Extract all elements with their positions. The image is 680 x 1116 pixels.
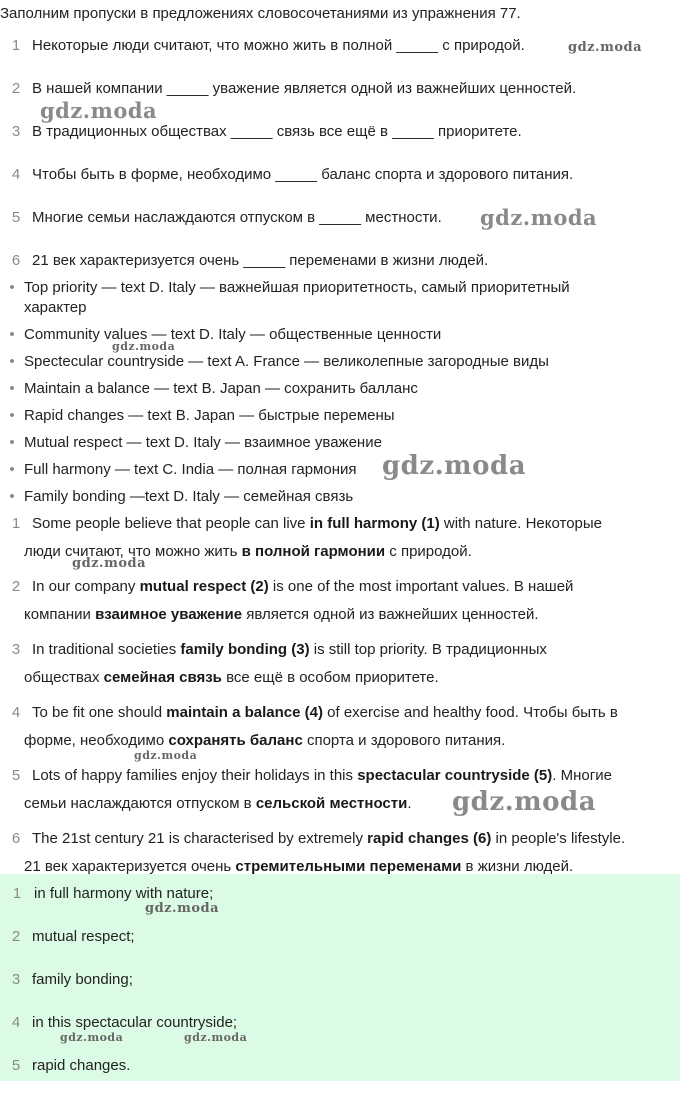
answer-6-line-1: [0, 830, 625, 847]
translation-phrase: в полной гармонии: [241, 543, 386, 560]
translation-phrase: стремительными переменами: [235, 858, 462, 875]
item-number: 1: [11, 515, 21, 532]
answer-text: is still top priority. В традиционных: [309, 641, 547, 658]
gap-sentence-1: [0, 37, 525, 54]
answer-text: is one of the most important values. В нашей: [268, 578, 574, 595]
vocab-item-3: [0, 353, 549, 370]
translation-text: является одной из важнейших ценностей.: [242, 606, 539, 623]
answer-phrase: in full harmony (1): [309, 515, 440, 532]
short-answer-text: in this spectacular countryside;: [32, 1014, 238, 1031]
translation-text: в жизни людей.: [461, 858, 574, 875]
translation-text: с природой.: [385, 543, 472, 560]
answer-text: Some people believe that people can live: [32, 515, 310, 532]
answer-text: of exercise and healthy food. Чтобы быть в: [322, 704, 618, 721]
vocab-item-1: [0, 279, 570, 296]
item-number: 4: [11, 166, 21, 183]
item-number: 5: [11, 209, 21, 226]
short-answer-1: [0, 885, 213, 902]
answer-text: In traditional societies: [32, 641, 181, 658]
vocab-item-8: [0, 488, 353, 505]
item-number: 1: [11, 37, 21, 54]
vocab-text: Family bonding —text D. Italy — семейная связь: [24, 488, 354, 505]
translation-text: люди считают, что можно жить: [24, 543, 242, 560]
vocab-item-5: [0, 407, 395, 424]
answer-phrase: mutual respect (2): [139, 578, 269, 595]
bullet-icon: •: [9, 407, 15, 424]
gap-sentence-3: [0, 123, 522, 140]
item-number: 2: [11, 80, 21, 97]
translation-phrase: семейная связь: [103, 669, 222, 686]
watermark: gdz.moda: [568, 40, 643, 55]
bullet-icon: •: [9, 353, 15, 370]
vocab-text: Community values — text D. Italy — общественные ценности: [24, 326, 442, 343]
answer-2-line-1: [0, 578, 573, 595]
sentence-text: 21 век характеризуется очень _____ переменами в жизни людей.: [32, 252, 489, 269]
translation-text: форме, необходимо: [24, 732, 169, 749]
short-answer-text: in full harmony with nature;: [34, 885, 214, 902]
item-number: 3: [11, 123, 21, 140]
translation-phrase: сохранять баланс: [168, 732, 303, 749]
gap-sentence-6: [0, 252, 488, 269]
short-answer-3: [0, 971, 133, 988]
page-title: Заполним пропуски в предложениях словосочетаниями из упражнения 77.: [0, 5, 521, 22]
translation-text: компании: [24, 606, 96, 623]
watermark: gdz.moda: [452, 787, 597, 817]
item-number: 3: [11, 971, 21, 988]
answer-phrase: rapid changes (6): [367, 830, 492, 847]
watermark: gdz.moda: [112, 340, 176, 353]
watermark: gdz.moda: [60, 1031, 124, 1044]
answer-3-line-2: [24, 669, 439, 686]
answer-phrase: maintain a balance (4): [166, 704, 323, 721]
item-number: 4: [11, 1014, 21, 1031]
vocab-text: Top priority — text D. Italy — важнейшая приоритетность, самый приоритетный: [24, 279, 570, 296]
answer-phrase: family bonding (3): [180, 641, 310, 658]
item-number: 5: [11, 1057, 21, 1074]
item-number: 4: [11, 704, 21, 721]
translation-text: .: [407, 795, 412, 812]
translation-text: семьи наслаждаются отпуском в: [24, 795, 256, 812]
vocab-item-1-continued: характер: [24, 299, 87, 316]
sentence-text: Многие семьи наслаждаются отпуском в _____ местности.: [32, 209, 442, 226]
watermark: gdz.moda: [40, 98, 158, 123]
short-answer-2: [0, 928, 135, 945]
watermark: gdz.moda: [382, 451, 527, 481]
vocab-text: Rapid changes — text B. Japan — быстрые перемены: [24, 407, 395, 424]
vocab-item-4: [0, 380, 418, 397]
watermark: gdz.moda: [134, 749, 198, 762]
short-answer-text: family bonding;: [32, 971, 133, 988]
vocab-text: Maintain a balance — text B. Japan — сохранить балланс: [24, 380, 418, 397]
short-answer-4: [0, 1014, 237, 1031]
gap-sentence-2: [0, 80, 576, 97]
vocab-item-7: [0, 461, 356, 478]
answer-5-line-1: [0, 767, 612, 784]
translation-text: все ещё в особом приоритете.: [221, 669, 439, 686]
bullet-icon: •: [9, 279, 15, 296]
answer-phrase: spectacular countryside (5): [357, 767, 553, 784]
translation-text: 21 век характеризуется очень: [24, 858, 236, 875]
watermark: gdz.moda: [145, 901, 220, 916]
watermark: gdz.moda: [480, 205, 598, 230]
watermark: gdz.moda: [184, 1031, 248, 1044]
answer-4-line-2: [24, 732, 505, 749]
sentence-text: В нашей компании _____ уважение является одной из важнейших ценностей.: [32, 80, 577, 97]
answer-text: In our company: [32, 578, 140, 595]
item-number: 1: [12, 885, 22, 902]
bullet-icon: •: [9, 326, 15, 343]
vocab-text: Full harmony — text C. India — полная гармония: [24, 461, 357, 478]
vocab-text: Spectecular countryside — text A. France — великолепные загородные виды: [24, 353, 549, 370]
translation-phrase: взаимное уважение: [95, 606, 243, 623]
answer-text: in people's lifestyle.: [491, 830, 626, 847]
short-answer-text: mutual respect;: [32, 928, 135, 945]
answer-5-line-2: [24, 795, 412, 812]
answer-text: Lots of happy families enjoy their holidays in this: [32, 767, 358, 784]
item-number: 3: [11, 641, 21, 658]
translation-text: спорта и здорового питания.: [302, 732, 506, 749]
bullet-icon: •: [9, 461, 15, 478]
item-number: 6: [11, 830, 21, 847]
short-answer-text: rapid changes.: [32, 1057, 131, 1074]
item-number: 2: [11, 578, 21, 595]
translation-phrase: сельской местности: [255, 795, 408, 812]
answer-text: The 21st century 21 is characterised by extremely: [32, 830, 368, 847]
vocab-item-6: [0, 434, 382, 451]
sentence-text: Некоторые люди считают, что можно жить в полной _____ с природой.: [32, 37, 525, 54]
bullet-icon: •: [9, 434, 15, 451]
translation-text: обществах: [24, 669, 104, 686]
answer-1-line-1: [0, 515, 602, 532]
watermark: gdz.moda: [72, 556, 147, 571]
answer-text: with nature. Некоторые: [439, 515, 603, 532]
vocab-item-2: [0, 326, 441, 343]
answer-4-line-1: [0, 704, 618, 721]
answer-text: . Многие: [552, 767, 612, 784]
short-answer-5: [0, 1057, 130, 1074]
vocab-text: Mutual respect — text D. Italy — взаимное уважение: [24, 434, 382, 451]
sentence-text: Чтобы быть в форме, необходимо _____ баланс спорта и здорового питания.: [32, 166, 574, 183]
sentence-text: В традиционных обществах _____ связь все ещё в _____ приоритете.: [32, 123, 522, 140]
item-number: 2: [11, 928, 21, 945]
item-number: 6: [11, 252, 21, 269]
item-number: 5: [11, 767, 21, 784]
answer-6-line-2: [24, 858, 573, 875]
gap-sentence-5: [0, 209, 442, 226]
answer-3-line-1: [0, 641, 547, 658]
bullet-icon: •: [9, 488, 15, 505]
answer-2-line-2: [24, 606, 539, 623]
gap-sentence-4: [0, 166, 573, 183]
answer-text: To be fit one should: [32, 704, 167, 721]
bullet-icon: •: [9, 380, 15, 397]
